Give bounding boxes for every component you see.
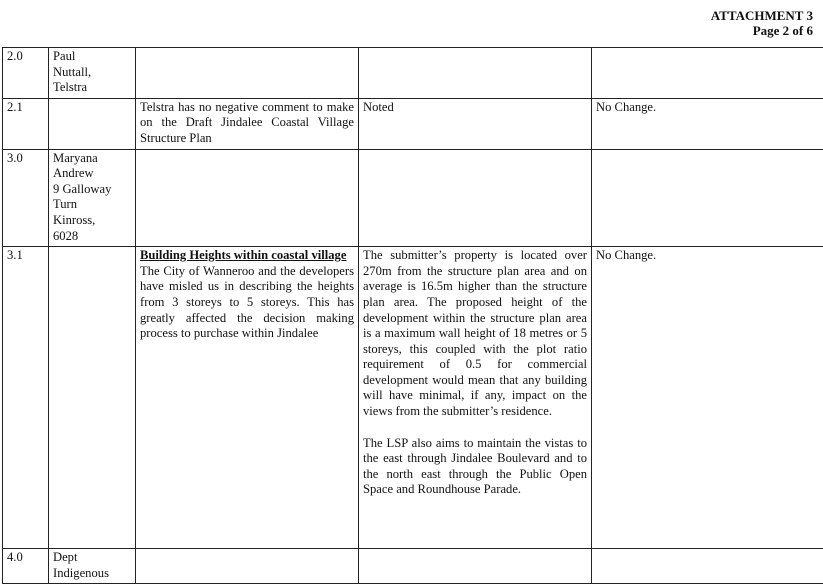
recommendation-cell (592, 149, 823, 247)
item-number: 4.0 (3, 549, 49, 584)
response-cell (359, 48, 592, 99)
submitter-name (49, 247, 136, 549)
submission-text: The City of Wanneroo and the developers have misled us in describing the heights from 3 storeys to 5 storeys. This has greatly affected the decision making process to purchase within Jindalee (140, 264, 354, 342)
item-number: 2.1 (3, 98, 49, 149)
response-paragraph: The LSP also aims to maintain the vistas to the east through Jindalee Boulevard and to the north east through the Public Open Space and Roundhouse Parade. (363, 436, 587, 498)
submitter-name: Paul Nuttall, Telstra (49, 48, 136, 99)
response-cell: Noted (359, 98, 592, 149)
submission-cell (136, 549, 359, 584)
submitter-name (49, 98, 136, 149)
submitter-name: Maryana Andrew 9 Galloway Turn Kinross, 6028 (49, 149, 136, 247)
response-cell (359, 149, 592, 247)
submission-heading: Building Heights within coastal village (140, 248, 354, 264)
table-row (3, 247, 823, 549)
submission-cell (136, 48, 359, 99)
recommendation-cell: No Change. (592, 247, 823, 549)
table-row (3, 98, 823, 149)
recommendation-cell: No Change. (592, 98, 823, 149)
item-number: 2.0 (3, 48, 49, 99)
response-paragraph: The submitter’s property is located over 270m from the structure plan area and on average is 16.5m higher than the structure plan area. The proposed height of the development within the structure plan area is a maximum wall height of 18 metres or 5 storeys, this coupled with the plot ratio requirement of 0.5 for commercial development would mean that any building will have minimal, if any, impact on the views from the submitter’s residence. (363, 248, 587, 420)
table-row (3, 149, 823, 247)
page-number: Page 2 of 6 (711, 23, 813, 38)
table-row (3, 549, 823, 584)
response-cell (359, 247, 592, 549)
submission-cell (136, 149, 359, 247)
item-number: 3.0 (3, 149, 49, 247)
table-row (3, 48, 823, 99)
response-cell (359, 549, 592, 584)
submission-cell: Telstra has no negative comment to make on the Draft Jindalee Coastal Village Structure Plan (136, 98, 359, 149)
recommendation-cell (592, 549, 823, 584)
attachment-label: ATTACHMENT 3 (711, 8, 813, 23)
recommendation-cell (592, 48, 823, 99)
submitter-name: Dept Indigenous (49, 549, 136, 584)
attachment-header (711, 8, 813, 38)
item-number: 3.1 (3, 247, 49, 549)
submissions-table (2, 47, 823, 584)
submission-cell (136, 247, 359, 549)
